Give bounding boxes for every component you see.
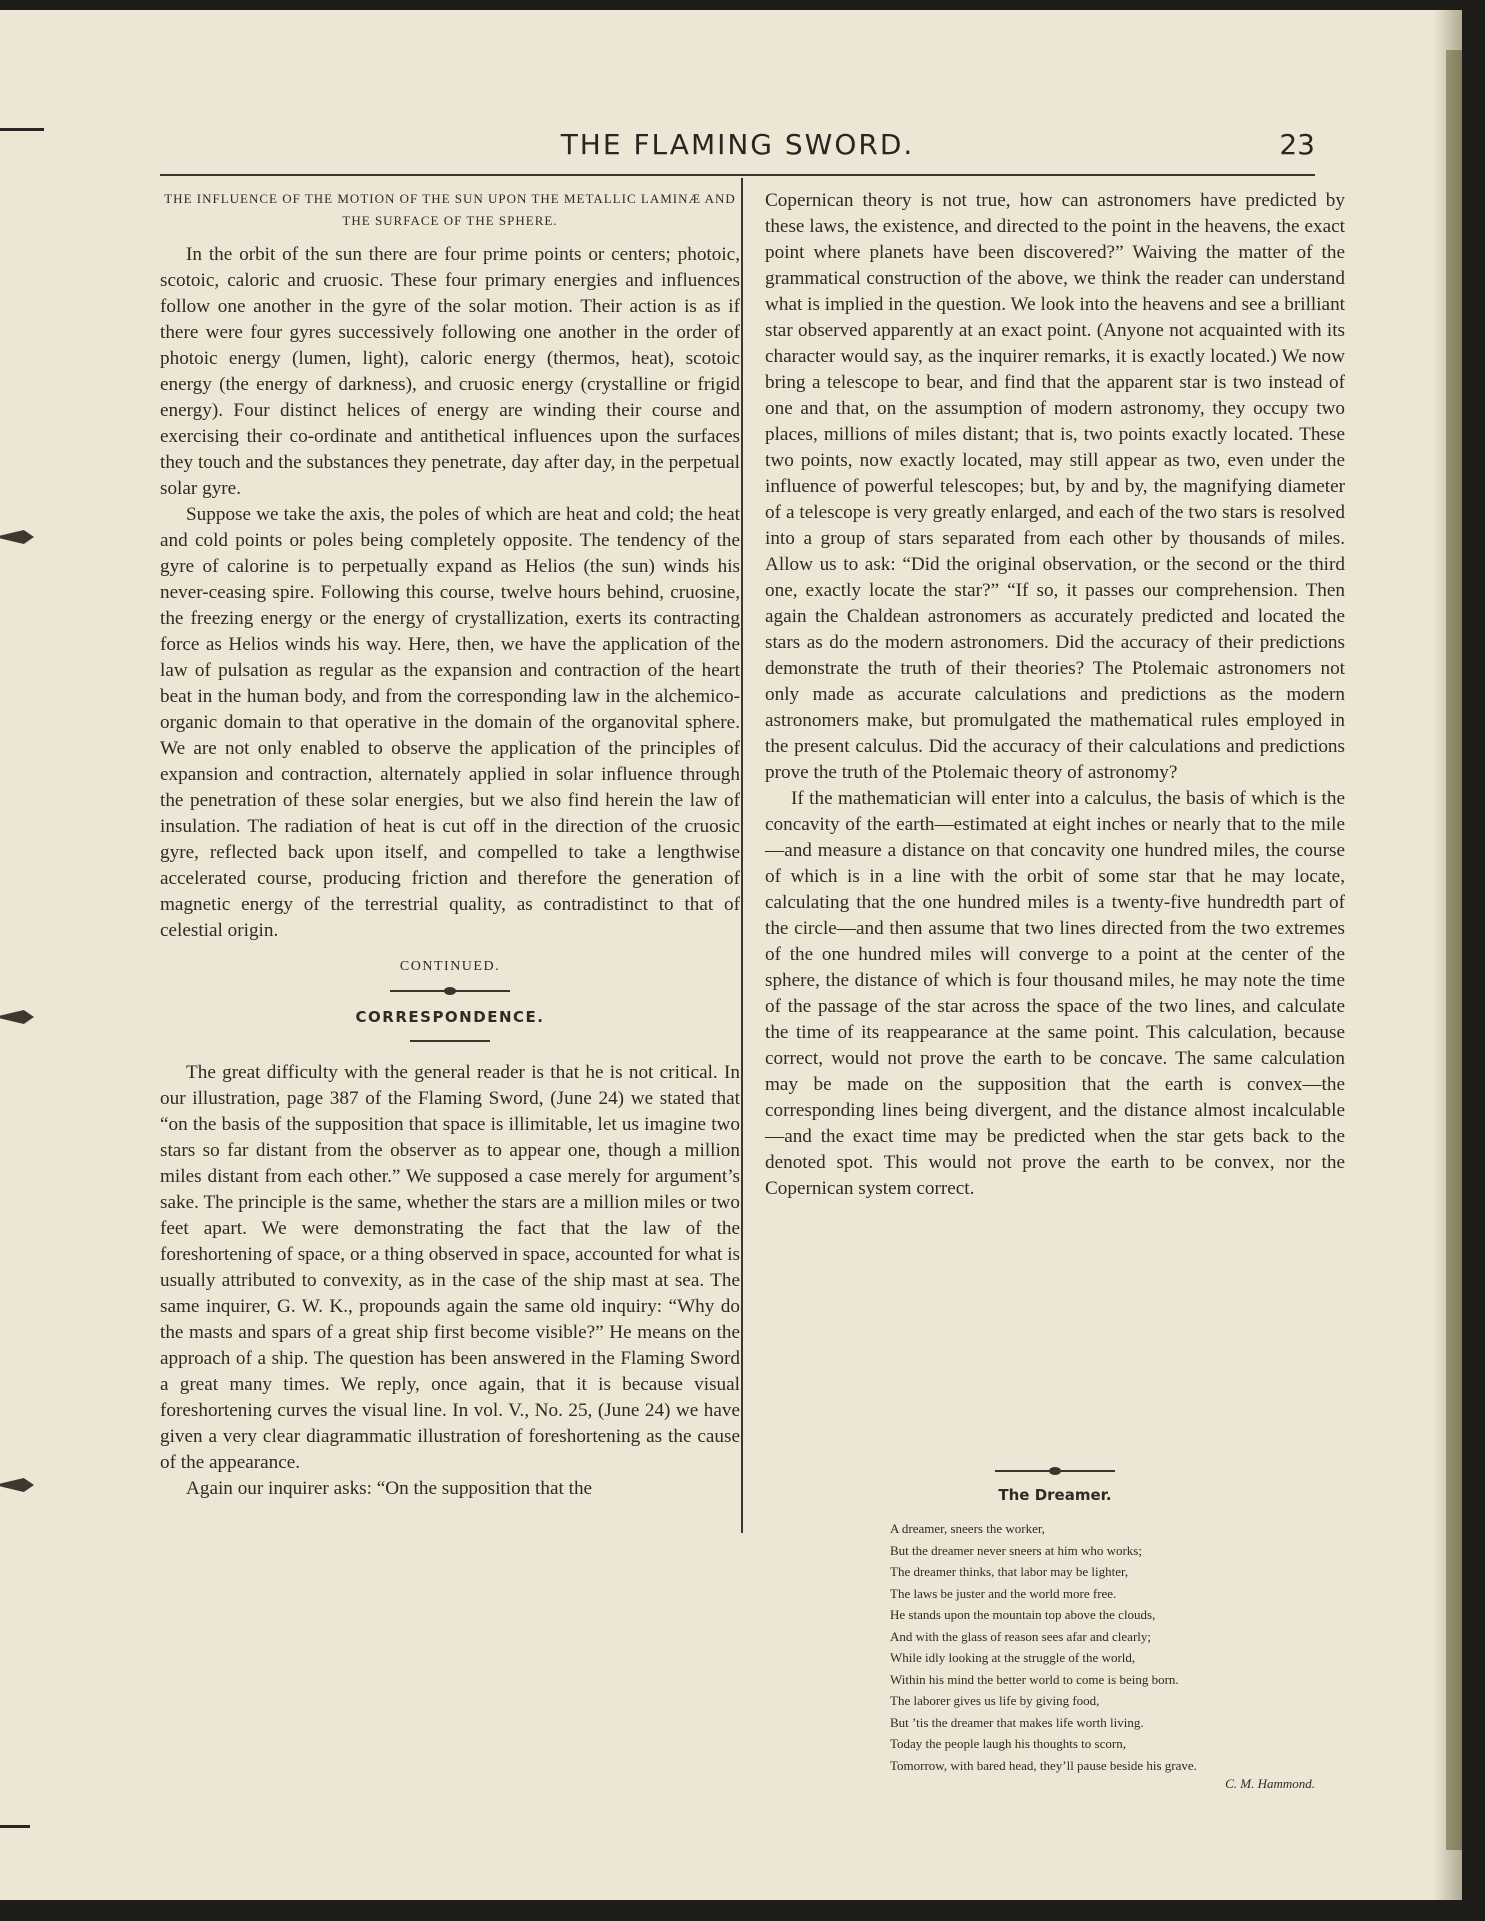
continued-label: CONTINUED. — [399, 959, 501, 974]
paragraph: In the orbit of the sun there are four prime points or centers; photoic, scotoic, caloric and cruosic. These four primary energies and influences follow one another in the gyre of the solar motion. Their action is as if there were four gyres successively following one another in the order of photoic energy (lumen, light), caloric energy (thermos, heat), scotoic energy (the energy of darkness), and cruosic energy (crystalline or frigid energy). Four distinct helices of energy are winding their course and exercising their co-ordinate and antithetical influences upon the surfaces they touch and the substances they penetrate, day after day, in the perpetual solar gyre. — [160, 244, 740, 499]
correspondence-title: CORRESPONDENCE. — [355, 1008, 545, 1026]
book-page — [0, 10, 1462, 1900]
header-rule — [160, 174, 1315, 176]
ornament-divider — [390, 990, 510, 992]
page-header — [160, 128, 1315, 176]
binding-mark — [0, 1478, 34, 1492]
poem-line: Today the people laugh his thoughts to scorn, — [890, 1736, 1126, 1751]
title-rule — [410, 1040, 490, 1042]
poem-line: But the dreamer never sneers at him who works; — [890, 1542, 1142, 1558]
page-edge-shadow — [1434, 10, 1462, 1900]
left-column — [160, 188, 740, 1502]
ornament-divider — [995, 1470, 1115, 1472]
scan-border — [0, 1911, 1485, 1921]
section-title: THE INFLUENCE OF THE MOTION OF THE SUN UPON THE METALLIC LAMINÆ AND THE SURFACE OF THE SPHERE. — [164, 191, 736, 228]
paragraph: Copernican theory is not true, how can astronomers have predicted by these laws, the existence, and directed to the point in the heavens, the exact point where planets have been discovered?” Waiving the matter of the grammatical construction of the above, we think the reader can understand what is implied in the question. We look into the heavens and see a brilliant star observed apparently at an exact point. (Anyone not acquainted with its character would say, as the inquirer remarks, it is exactly located.) We now bring a telescope to bear, and find that the apparent star is two instead of one and that, on the assumption of modern astronomy, they occupy two places, millions of miles distant; that is, two points exactly located. These two points, now exactly located, may still appear as two, even under the influence of powerful telescopes; but, by and by, the magnifying diameter of a telescope is very greatly enlarged, and each of the two stars is resolved into a group of stars separated from each other by thousands of miles. Allow us to ask: “Did the original observation, or the second or the third one, exactly locate the star?” “If so, it passes our comprehension. Then again the Chaldean astronomers as accurately predicted and located the stars as do the modern astronomers. Did the accuracy of their predictions demonstrate the truth of their theories? The Ptolemaic astronomers not only made as accurate calculations and predictions as the modern astronomers make, but promulgated the mathematical rules employed in the present calculus. Did the accuracy of their calculations and predictions prove the truth of the Ptolemaic theory of astronomy? — [765, 190, 1345, 783]
paragraph: Suppose we take the axis, the poles of which are heat and cold; the heat and cold points or poles being completely opposite. The tendency of the gyre of calorine is to perpetually expand as Helios (the sun) winds his never-ceasing spire. Following this course, twelve hours behind, cruosine, the freezing energy or the energy of crystallization, exerts its contracting force as Helios winds his way. Here, then, we have the application of the law of pulsation as regular as the expansion and contraction of the heart beat in the human body, and from the corresponding law in the alchemico-organic domain to that operative in the domain of the organovital sphere. We are not only enabled to observe the application of the principles of expansion and contraction, alternately applied in solar influence through the penetration of these solar energies, but we also find herein the law of insulation. The radiation of heat is cut off in the direction of the cruosic gyre, reflected back upon itself, and compelled to take a lengthwise accelerated course, producing friction and therefore the generation of magnetic energy of the terrestrial quality, as contradistinct to that of celestial origin. — [160, 504, 740, 941]
poem-line: The laws be juster and the world more free. — [890, 1585, 1117, 1601]
poem-title: The Dreamer. — [998, 1486, 1112, 1504]
paragraph: The great difficulty with the general reader is that he is not critical. In our illustration, page 387 of the Flaming Sword, (June 24) we stated that “on the basis of the supposition that space is illimitable, let us imagine two stars so far distant from the observer as to appear one, though a million miles distant from each other.” We supposed a case merely for argument’s sake. The principle is the same, whether the stars are a million miles or two feet apart. We were demonstrating the fact that the law of the foreshortening of space, or a thing observed in space, accounted for what is usually attributed to convexity, as in the case of the ship mast at sea. The same inquirer, G. W. K., propounds again the same old inquiry: “Why do the masts and spars of a great ship first become visible?” He means on the approach of a ship. The question has been answered in the Flaming Sword a great many times. We reply, once again, that it is because visual foreshortening curves the visual line. In vol. V., No. 25, (June 24) we have given a very clear diagrammatic illustration of foreshortening as the cause of the appearance. — [160, 1062, 740, 1473]
poem-line: And with the glass of reason sees afar and clearly; — [890, 1628, 1151, 1644]
poem-line: Within his mind the better world to come is being born. — [890, 1671, 1179, 1687]
poem-line: A dreamer, sneers the worker, — [890, 1521, 1045, 1536]
column-divider — [741, 178, 743, 1533]
paragraph: Again our inquirer asks: “On the supposition that the — [186, 1478, 593, 1499]
binding-mark — [0, 530, 34, 544]
binding-tick — [0, 128, 44, 131]
right-column — [765, 188, 1345, 1202]
paragraph: If the mathematician will enter into a calculus, the basis of which is the concavity of the earth—estimated at eight inches or nearly that to the mile—and measure a distance on that concavity one hundred miles, the course of which is in a line with the orbit of some star that he may locate, calculating that the one hundred miles is a twenty-five hundredth part of the circle—and then assume that two lines directed from the two extremes of the one hundred miles will converge to a point at the center of the sphere, the distance of which is four thousand miles, he may note the time of the passage of the star across the space of the two lines, and calculate the time of its reappearance at the same point. This calculation, because correct, would not prove the earth to be concave. The same calculation may be made on the supposition that the earth is convex—the corresponding lines being divergent, and the distance almost incalculable—and the exact time may be predicted when the star gets back to the denoted spot. This would not prove the earth to be convex, nor the Copernican system correct. — [765, 788, 1345, 1199]
poem — [765, 1470, 1345, 1792]
poem-lines — [890, 1518, 1345, 1776]
running-title: THE FLAMING SWORD. — [560, 128, 915, 161]
poem-line: Tomorrow, with bared head, they’ll pause beside his grave. — [890, 1757, 1197, 1773]
poem-author: C. M. Hammond. — [1225, 1776, 1315, 1791]
binding-mark — [0, 1010, 34, 1024]
binding-tick — [0, 1825, 30, 1828]
poem-line: While idly looking at the struggle of the world, — [890, 1650, 1136, 1665]
page-number: 23 — [1279, 128, 1315, 161]
poem-line: He stands upon the mountain top above the clouds, — [890, 1607, 1156, 1622]
poem-line: But ’tis the dreamer that makes life worth living. — [890, 1714, 1144, 1730]
poem-line: The dreamer thinks, that labor may be lighter, — [890, 1564, 1129, 1579]
poem-line: The laborer gives us life by giving food, — [890, 1693, 1100, 1708]
